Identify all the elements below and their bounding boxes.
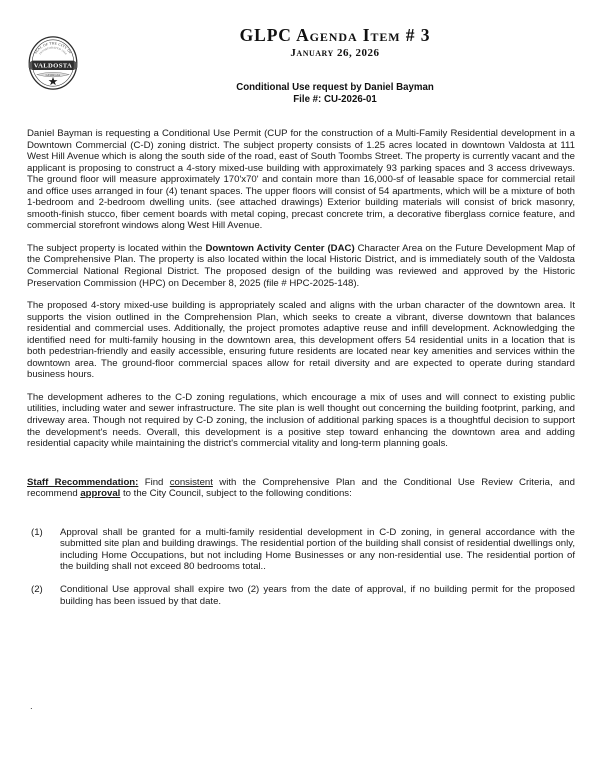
recommendation-text-before: Find <box>138 476 170 488</box>
document-header <box>0 26 600 122</box>
condition-item <box>27 584 575 607</box>
conditions-list <box>27 527 575 607</box>
title-block <box>100 26 570 59</box>
condition-number: (2) <box>31 583 43 595</box>
subtitle-block <box>100 82 570 107</box>
dac-text-before: The subject property is located within the <box>27 242 206 254</box>
conditions-spacer <box>27 511 575 527</box>
paragraph-analysis: The proposed 4-story mixed-use building is appropriately scaled and aligns with the urban character of the downtown area. It supports the vision outlined in the Comprehension Plan, which seeks to create a vibrant, diverse downtown that balances residential and commercial uses. Additionally, the project promotes adaptive reuse and infill development. Acknowledging the identified need for multi-family housing in the downtown area, this development offers 54 residential units in a location that is both pedestrian-friendly and easily accessible, ensuring future residents are located near key amenities and services within the downtown area. The ground-floor commercial spaces allow for retail diversity and are expected to operate during standard business hours. <box>27 300 575 381</box>
svg-text:VALDOSTA: VALDOSTA <box>33 62 73 70</box>
request-subject: Conditional Use request by Daniel Bayman <box>236 82 434 93</box>
recommendation-approval-emphasis: approval <box>80 488 121 500</box>
paragraph-zoning-compliance: The development adheres to the C-D zoning regulations, which encourage a mix of uses and will connect to existing public utilities, including water and sewer infrastructure. The site plan is well thought out concerning the building footprint, parking, and driveway area. Though not required by C-D zoning, the inclusion of additional parking spaces is a thoughtful decision to support the development's needs. Overall, this development is a positive step toward enhancing the downtown area and adding residential capacity while maintaining the district's commercial vitality and long-term planning goals. <box>27 391 575 450</box>
agenda-date: January 26, 2026 <box>290 46 380 59</box>
recommendation-text-mid: with the Comprehensive Plan and the Conditional Use Review Criteria, and recommend <box>27 476 575 500</box>
recommendation-text-after: to the City Council, subject to the following conditions: <box>120 488 352 500</box>
valdosta-city-seal-icon <box>24 34 82 92</box>
recommendation-consistent-emphasis: consistent <box>169 476 213 488</box>
paragraph-project-description: Daniel Bayman is requesting a Conditional Use Permit (CUP for the construction of a Multi-Family Residential development in a Downtown Commercial (C-D) zoning district. The subject property consists of 1.25 acres located in downtown Valdosta at 111 West Hill Avenue which is along the south side of the road, east of South Toombs Street. The property is currently vacant and the applicant is proposing to construct a 4-story mixed-use building with approximately 93 parking spaces and 3 access driveways. The ground floor will measure approximately 170'x70' and contain more than 16,000-sf of leasable space for commercial retail and office uses arranged in four (4) tenant spaces. The upper floors will consist of 54 apartments, which will be a mixture of both 1-bedroom and 2-bedroom dwelling units. (see attached drawings) Exterior building materials will consist of brick masonry, smooth-finish stucco, fiber cement boards with metal coping, precast concrete trim, a decorative fiberglass cornice feature, and commercial storefront windows along West Hill Avenue. <box>27 128 575 232</box>
dac-text-after: Character Area on the Future Development Map of the Comprehensive Plan. The property is also located within the local Historic District, and is immediately south of the Valdosta Commercial National Regional District. The proposed design of the building was reviewed and approved by the Historic Preservation Commission (HPC) on December 8, 2025 (file # HPC-2025-148). <box>27 242 575 289</box>
file-number: File #: CU-2026-01 <box>293 94 377 106</box>
dac-emphasis: Downtown Activity Center (DAC) <box>205 242 355 254</box>
paragraph-character-area <box>27 243 575 289</box>
section-spacer <box>27 461 575 477</box>
condition-number: (1) <box>31 526 43 538</box>
staff-recommendation-label: Staff Recommendation: <box>27 476 139 488</box>
condition-item <box>27 527 575 573</box>
document-body <box>27 128 575 618</box>
condition-text: Conditional Use approval shall expire two (2) years from the date of approval, if no building permit for the proposed building has been issued by that date. <box>60 583 575 607</box>
condition-text: Approval shall be granted for a multi-family residential development in C-D zoning, in general accordance with the submitted site plan and building drawings. The residential portion of the building shall consist of residential dwellings only, including Home Occupations, but not including Home Businesses or any non-residential use. The residential portion of the building shall not exceed 80 bedrooms total.. <box>60 526 575 573</box>
staff-recommendation <box>27 477 575 500</box>
svg-text:INCORPORATED 1860: INCORPORATED 1860 <box>38 46 68 56</box>
svg-text:SEAL OF THE CITY OF: SEAL OF THE CITY OF <box>33 41 73 55</box>
page-title: GLPC Agenda Item # 3 <box>239 25 431 45</box>
svg-text:GEORGIA: GEORGIA <box>45 73 61 78</box>
footer-mark: . <box>30 701 33 712</box>
